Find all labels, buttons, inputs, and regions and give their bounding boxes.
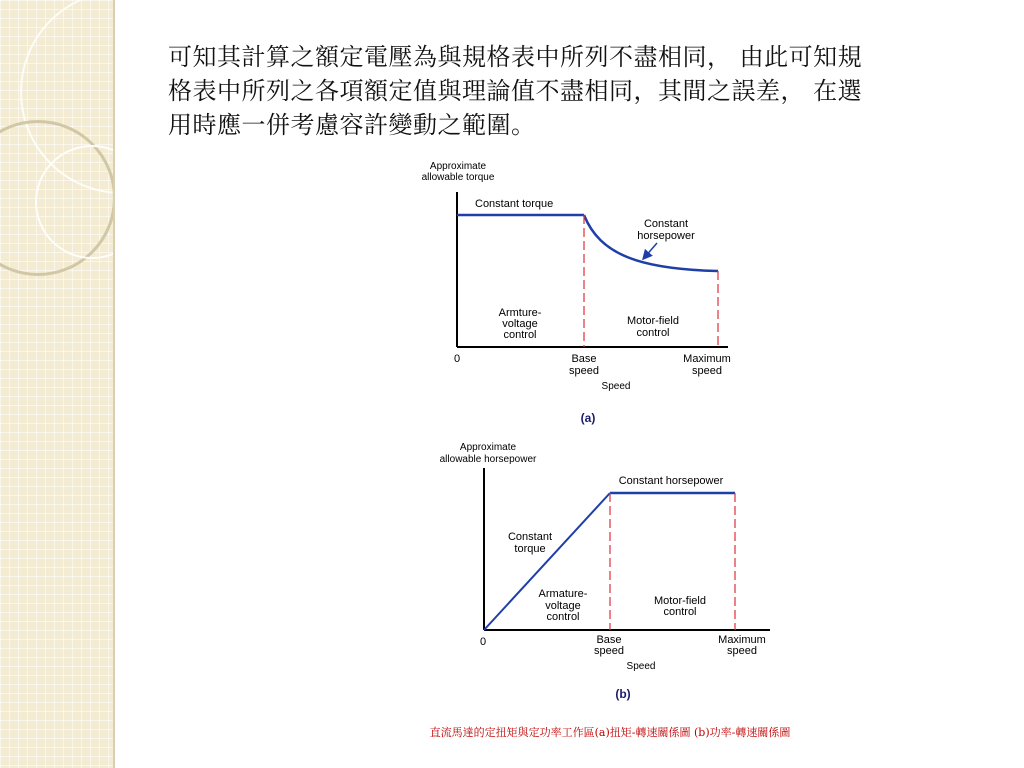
base-speed-label: speed xyxy=(569,365,599,377)
y-axis-label: Approximate xyxy=(459,442,517,453)
base-speed-label: speed xyxy=(594,645,624,657)
origin-label: 0 xyxy=(453,353,461,365)
y-axis-label: allowable torque xyxy=(421,172,495,183)
constant-horsepower-label: Constant xyxy=(643,218,689,230)
x-axis-label: Speed xyxy=(626,661,656,672)
x-axis-label: Speed xyxy=(601,381,631,392)
decorative-side-band xyxy=(0,0,113,768)
armature-region-label: control xyxy=(546,611,580,623)
band-divider xyxy=(113,0,115,768)
base-speed-label: Base xyxy=(571,353,597,365)
max-speed-label: Maximum xyxy=(718,634,766,646)
max-speed-label: speed xyxy=(692,365,722,377)
y-axis-label: Approximate xyxy=(429,161,487,172)
motor-field-region-label: Motor-field xyxy=(627,315,679,327)
armature-region-label: Armture- xyxy=(498,307,542,319)
constant-torque-label: torque xyxy=(514,543,546,555)
body-text-line: 可知其計算之額定電壓為與規格表中所列不盡相同， 由此可知規 xyxy=(168,43,863,71)
motor-field-region-label: Motor-field xyxy=(654,595,706,607)
torque-speed-diagram xyxy=(410,155,750,430)
motor-field-region-label: control xyxy=(663,606,697,618)
constant-torque-label: Constant xyxy=(507,531,553,543)
slide-body-text xyxy=(168,40,980,142)
origin-label: 0 xyxy=(479,636,487,648)
base-speed-label: Base xyxy=(596,634,622,646)
diagram-label: (a) xyxy=(580,411,596,425)
horsepower-speed-diagram xyxy=(430,440,780,705)
armature-region-label: voltage xyxy=(545,600,581,612)
curve-pointer-arrow xyxy=(644,243,657,258)
diagram-label: (b) xyxy=(615,687,631,701)
constant-horsepower-label: horsepower xyxy=(637,230,695,242)
max-speed-label: speed xyxy=(727,645,757,657)
figure-caption: 直流馬達的定扭矩與定功率工作區(a)扭矩-轉速關係圖 (b)功率-轉速關係圖 xyxy=(429,726,791,739)
max-speed-label: Maximum xyxy=(683,353,731,365)
body-text-line: 用時應一併考慮容許變動之範圍。 xyxy=(168,111,536,139)
body-text-line: 格表中所列之各項額定值與理論值不盡相同，其間之誤差， 在選 xyxy=(168,77,863,105)
y-axis-label: allowable horsepower xyxy=(439,454,537,465)
armature-region-label: voltage xyxy=(502,318,538,330)
motor-field-region-label: control xyxy=(636,327,670,339)
constant-torque-label: Constant torque xyxy=(475,198,554,210)
constant-horsepower-label: Constant horsepower xyxy=(618,475,724,487)
armature-region-label: Armature- xyxy=(538,588,588,600)
armature-region-label: control xyxy=(503,329,537,341)
